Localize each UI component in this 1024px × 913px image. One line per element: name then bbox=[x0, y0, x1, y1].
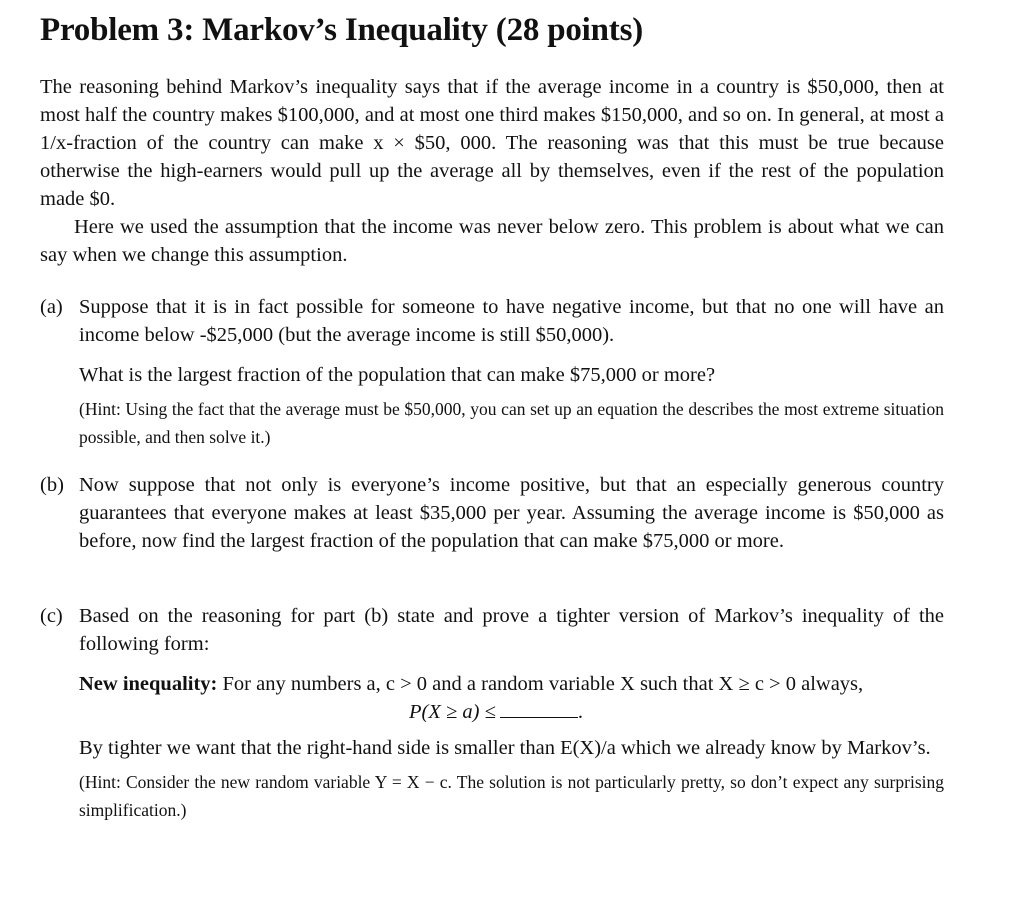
part-c bbox=[40, 602, 944, 824]
intro-line: Here we used the assumption that the income was never below zero. This problem is about bbox=[74, 216, 834, 238]
new-inequality-text: For any numbers a, c > 0 and a random variable X such that X ≥ c > 0 always, bbox=[222, 673, 864, 695]
intro-line: In general, at most a 1/x-fraction of the country can make x × $50, 000. The reasoning was that bbox=[40, 104, 945, 154]
intro-line: what we can say when we change this assumption. bbox=[40, 216, 944, 266]
part-b-text: Now suppose that not only is everyone’s income positive, but that an especially generous country guarantees that everyone makes at least $35,000 per year. Assuming the average income is $50,000 as before, now find the largest fraction of the population that can make $75,000 or more. bbox=[79, 474, 944, 552]
part-a-text: Suppose that it is in fact possible for someone to have negative income, but that no one will have an income below -$25,000 (but the average income is still $50,000). bbox=[79, 296, 944, 346]
part-a bbox=[40, 293, 944, 451]
part-c-tighter: By tighter we want that the right-hand side is smaller than E(X)/a which we already know by Markov’s. bbox=[79, 737, 931, 759]
intro-line: The reasoning behind Markov’s inequality says that if the average income in a country is $50,000, bbox=[40, 76, 880, 98]
intro-paragraph-2 bbox=[40, 213, 944, 269]
display-inequality bbox=[79, 698, 944, 726]
new-inequality-label: New inequality: bbox=[79, 673, 218, 695]
part-c-hint: (Hint: Consider the new random variable Y = X − c. The solution is not particularly pretty, so don’t expect any surprising simplification.) bbox=[79, 772, 944, 820]
intro-paragraph-1 bbox=[40, 73, 944, 213]
part-b-label: (b) bbox=[40, 474, 64, 496]
intro-line: this must be true because otherwise the high-earners would pull up the average all by themselves, bbox=[40, 132, 944, 182]
part-b bbox=[40, 471, 944, 555]
answer-blank bbox=[500, 703, 578, 718]
problem-title: Problem 3: Markov’s Inequality (28 points) bbox=[40, 12, 644, 48]
intro-section bbox=[40, 73, 944, 269]
part-a-hint: (Hint: Using the fact that the average must be $50,000, you can set up an equation the describes the most extreme situation possible, and then solve it.) bbox=[79, 399, 944, 447]
part-a-label: (a) bbox=[40, 296, 63, 318]
intro-line: then at most half the country makes $100,000, and at most one third makes $150,000, and so on. bbox=[40, 76, 945, 126]
display-period: . bbox=[577, 701, 583, 723]
display-formula: P(X ≥ a) ≤ bbox=[409, 701, 496, 723]
part-a-question: What is the largest fraction of the population that can make $75,000 or more? bbox=[79, 364, 716, 386]
new-inequality bbox=[79, 670, 944, 698]
part-c-label: (c) bbox=[40, 605, 63, 627]
part-c-text: Based on the reasoning for part (b) state and prove a tighter version of Markov’s inequality of the following form: bbox=[79, 605, 944, 655]
intro-line: even if the rest of the population made $0. bbox=[40, 160, 945, 210]
